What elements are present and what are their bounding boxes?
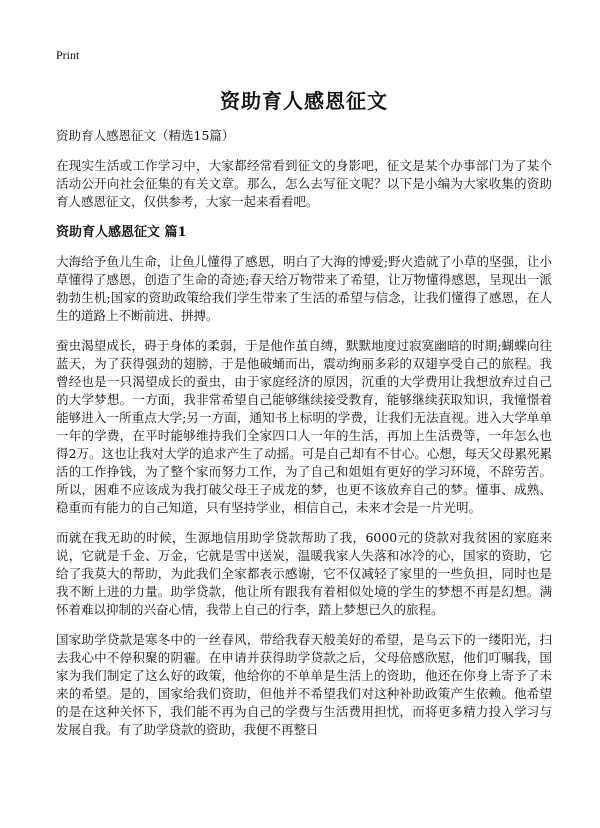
print-link[interactable]: Print xyxy=(56,48,80,62)
page-title: 资助育人感恩征文 xyxy=(220,89,388,113)
intro-paragraph: 在现实生活或工作学习中，大家都经常看到征文的身影吧，征文是某个办事部门为了某个活动公开向社会征集的有关文章。那么，怎么去写征文呢？以下是小编为大家收集的资助育人感恩征文，仅供参考，大家一起来看看吧。 xyxy=(56,158,552,209)
body-paragraph-2: 蚕虫渴望成长，碍于身体的柔弱，于是他作茧自缚，默默地度过寂寞幽暗的时期;蝴蝶向往蓝天，为了获得强劲的翅膀，于是他破蛹而出，震动绚丽多彩的双翅享受自己的旅程。我曾经也是一只渴望成长的蚕虫，由于家庭经济的原因，沉重的大学费用让我想放弃过自己的大学梦想。一方面，我非常希望自己能够继续接受教育，能够继续获取知识，我憧憬着能够进入一所重点大学;另一方面，通知书上标明的学费，让我们无法直视。进入大学单单一年的学费，在平时能够维持我们全家四口人一年的生活，再加上生活费等，一年怎么也得2万。这也让我对大学的追求产生了动摇。可是自己却有不甘心。心想，每天父母累死累活的工作挣钱，为了整个家而努力工作，为了自己和姐姐有更好的学习环境，不辞劳苦。所以，困难不应该成为我打破父母王子成龙的梦，也更不该放弃自己的梦。懂事、成熟、稳重而有能力的自己知道，只有坚持学业，相信自己，未来才会是一片光明。 xyxy=(56,338,552,515)
body-paragraph-1: 大海给予鱼儿生命，让鱼儿懂得了感恩，明白了大海的博爱;野火造就了小草的坚强，让小草懂得了感恩，创造了生命的奇迹;春天给万物带来了希望，让万物懂得感恩，呈现出一派勃勃生机;国家的资助政策给我们学生带来了生活的希望与信念，让我们懂得了感恩，在人生的道路上不断前进、拼搏。 xyxy=(56,254,552,323)
body-paragraph-4: 国家助学贷款是寒冬中的一丝春风，带给我春天般美好的希望，是乌云下的一缕阳光，扫去我心中不停积聚的阴霾。在申请并获得助学贷款之后，父母倍感欣慰，他们叮嘱我，国家为我们制定了这么好的政策，他给你的不单单是生活上的资助，他还在你身上寄予了未来的希望。是的，国家给我们资助，但他并不希望我们对这种补助政策产生依赖。他希望的是在这种关怀下，我们能不再为自己的学费与生活费用担忧，而将更多精力投入学习与发展自我。有了助学贷款的资助，我便不再整日 xyxy=(56,632,552,737)
body-paragraph-3: 而就在我无助的时候，生源地信用助学贷款帮助了我，6000元的贷款对我贫困的家庭来说，它就是千金、万金，它就是雪中送炭，温暖我家人失落和冰冷的心，国家的资助，它给了我莫大的帮助，为此我们全家都表示感谢，它不仅减轻了家里的一些负担，同时也是我不断上进的力量。助学贷款，他让所有跟我有着相似处境的学生的梦想不再是幻想。满怀着难以抑制的兴奋心情，我带上自己的行李，踏上梦想已久的旅程。 xyxy=(56,530,552,617)
subtitle: 资助育人感恩征文（精选15篇） xyxy=(56,128,235,143)
section-heading: 资助育人感恩征文 篇1 xyxy=(56,225,187,240)
